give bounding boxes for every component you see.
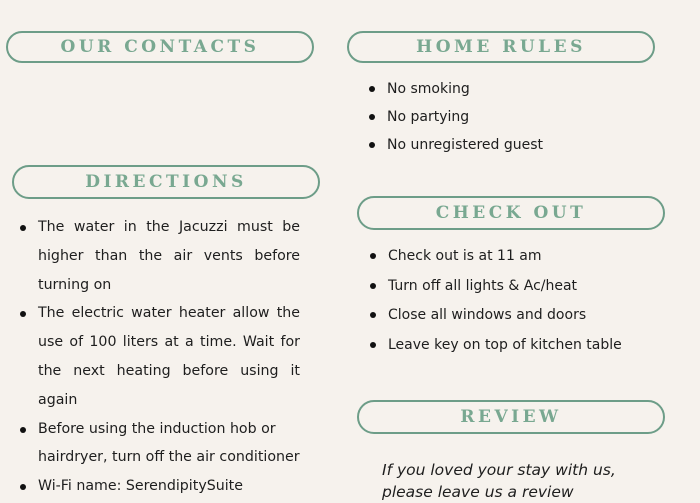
review-message-line: If you loved your stay with us,: [382, 461, 616, 479]
direction-item: Before using the induction hob or hairdryer, turn off the air conditioner: [18, 415, 300, 473]
check-out-header: [357, 196, 665, 230]
check-out-title: CHECK OUT: [435, 203, 587, 223]
home-rule-item: No unregistered guest: [367, 136, 543, 164]
check-out-item: Turn off all lights & Ac/heat: [368, 277, 622, 307]
direction-item: The electric water heater allow the use of 100 liters at a time. Wait for the next heating before using it again: [18, 299, 300, 414]
direction-item: The water in the Jacuzzi must be higher than the air vents before turning on: [18, 213, 300, 299]
contacts-header: [6, 31, 314, 63]
home-rule-item: No smoking: [367, 80, 543, 108]
directions-list: [18, 213, 300, 501]
contacts-title: OUR CONTACTS: [60, 37, 260, 57]
home-rules-header: [347, 31, 655, 63]
review-message-line: please leave us a review: [382, 483, 574, 501]
home-rule-item: No partying: [367, 108, 543, 136]
direction-item: Wi-Fi name: SerendipitySuite: [18, 472, 300, 501]
review-header: [357, 400, 665, 434]
check-out-list: [368, 247, 622, 365]
check-out-item: Check out is at 11 am: [368, 247, 622, 277]
home-rules-title: HOME RULES: [416, 37, 586, 57]
home-rules-list: [367, 80, 543, 164]
check-out-item: Leave key on top of kitchen table: [368, 336, 622, 366]
review-message: [382, 459, 616, 503]
directions-title: DIRECTIONS: [85, 172, 247, 192]
check-out-item: Close all windows and doors: [368, 306, 622, 336]
directions-header: [12, 165, 320, 199]
review-title: REVIEW: [460, 407, 562, 427]
